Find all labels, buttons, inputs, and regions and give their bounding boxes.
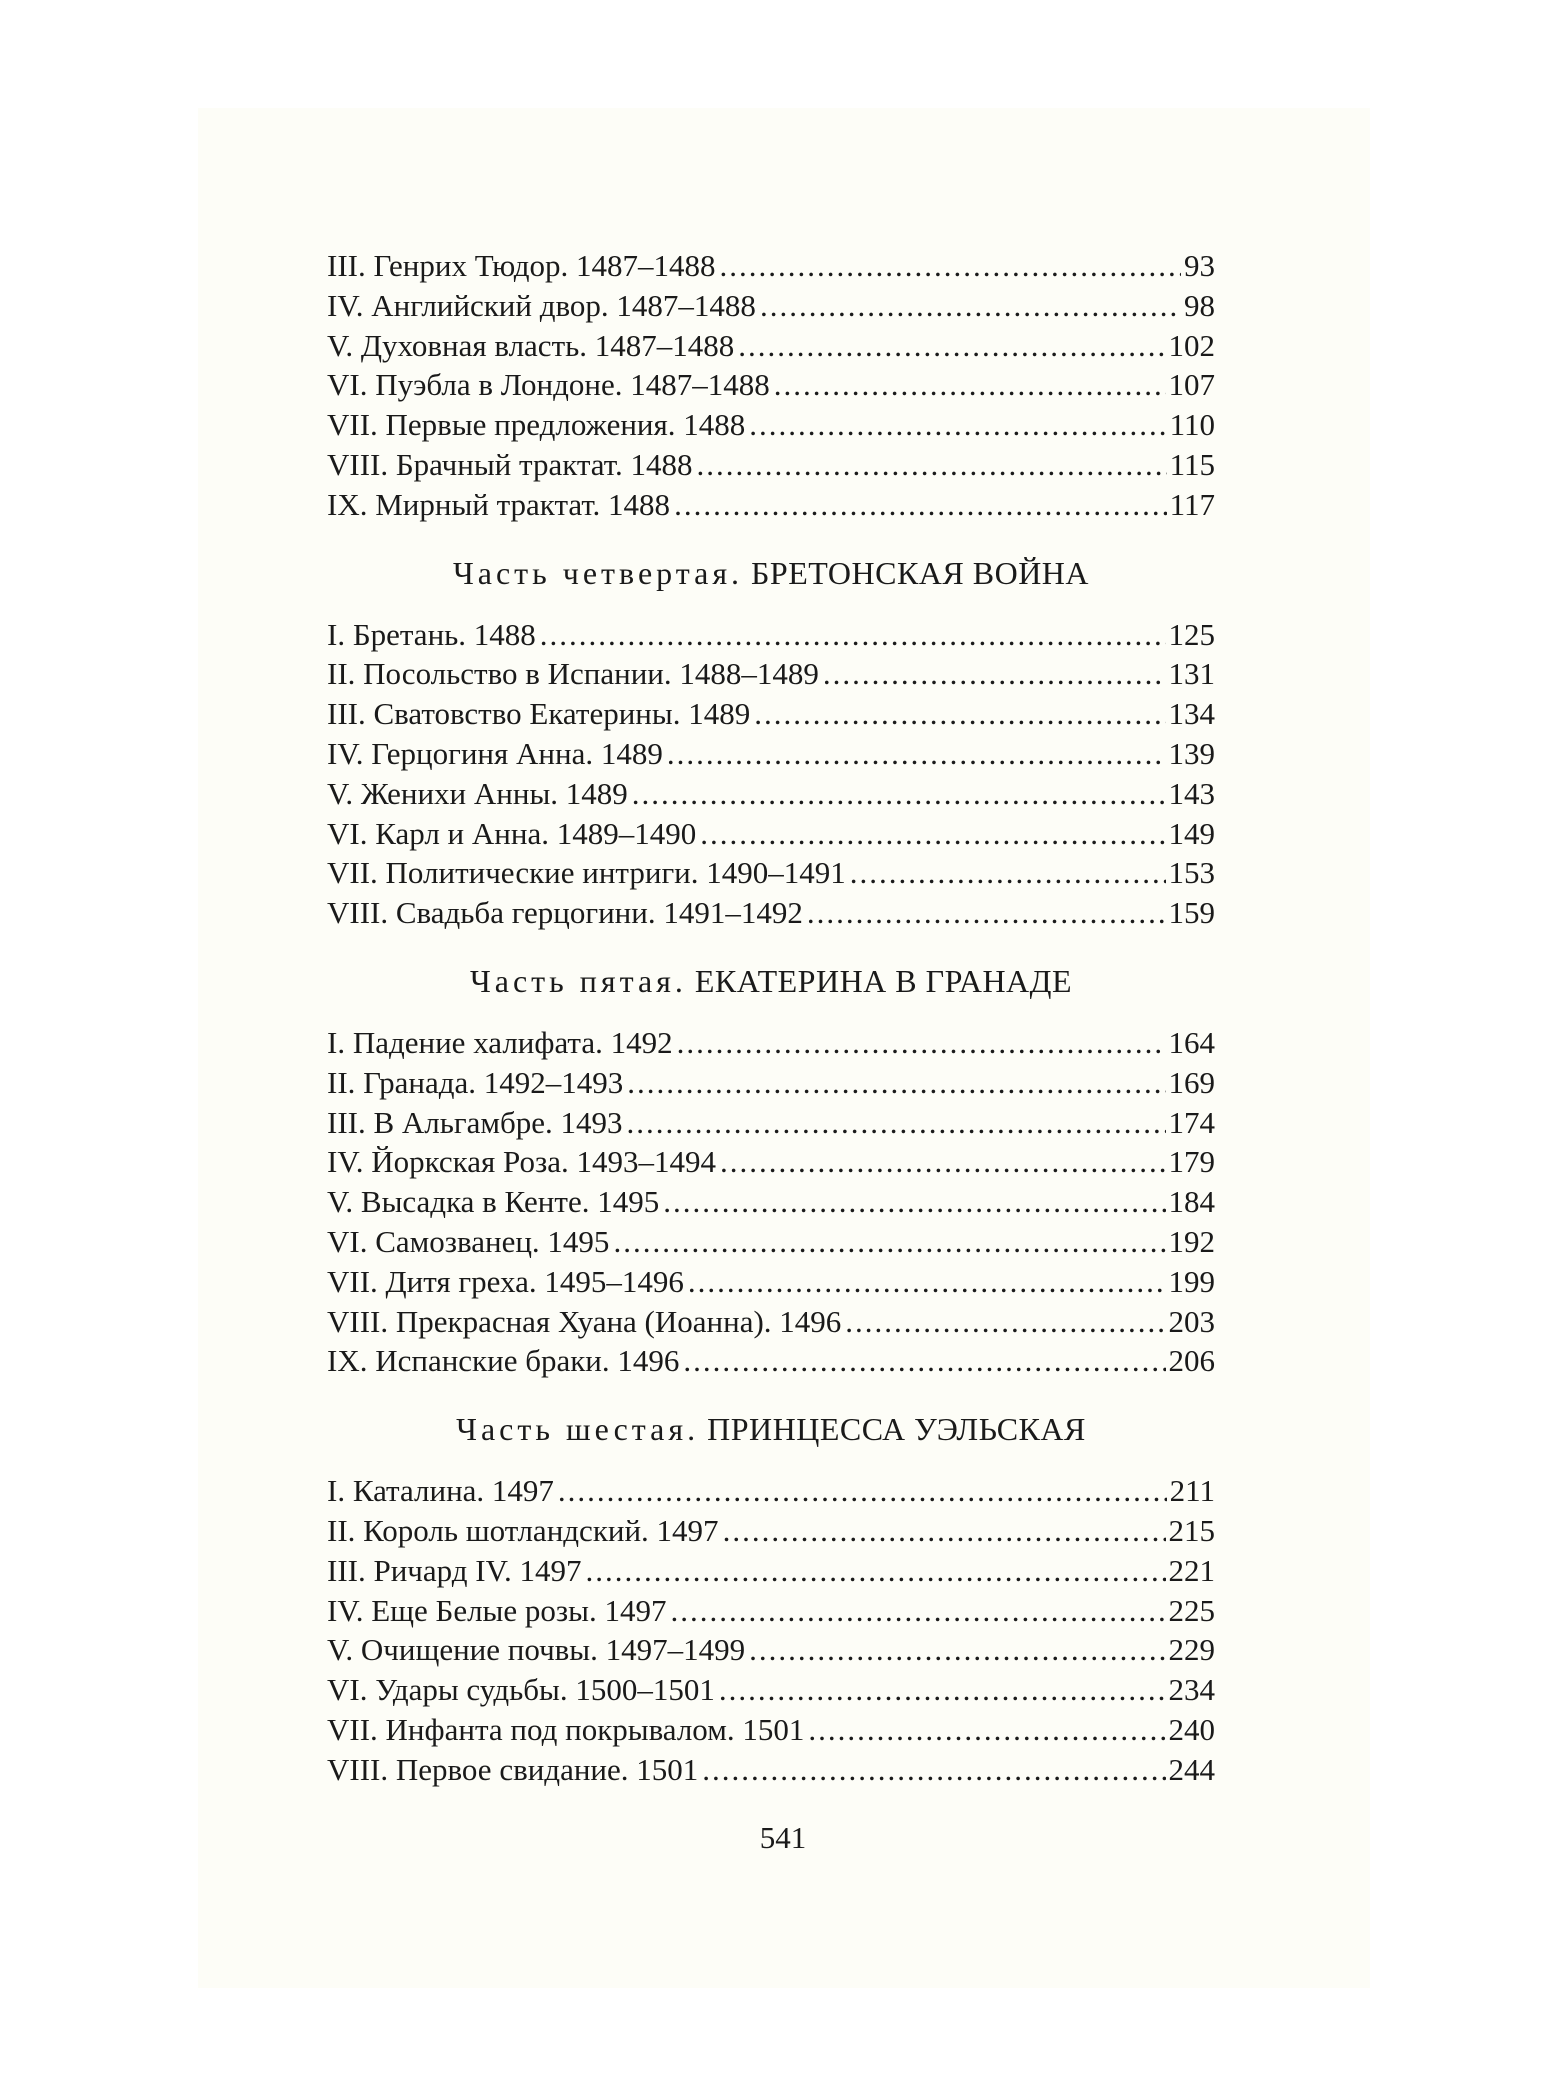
toc-entry (327, 1750, 1215, 1790)
dot-leader (760, 286, 1181, 326)
dot-leader (845, 1302, 1165, 1342)
part-heading-title: БРЕТОНСКАЯ ВОЙНА (751, 554, 1090, 591)
toc-entry-page: 192 (1168, 1223, 1215, 1259)
toc-entry-title: IV. Еще Белые розы. 1497 (327, 1592, 667, 1628)
dot-leader (683, 1341, 1165, 1381)
toc-entry (327, 445, 1215, 485)
dot-leader (754, 694, 1165, 734)
dot-leader (719, 246, 1181, 286)
dot-leader (823, 654, 1166, 694)
toc-entry-title: V. Духовная власть. 1487–1488 (327, 327, 735, 363)
toc-entry (327, 405, 1215, 445)
toc-entry-title: VIII. Брачный трактат. 1488 (327, 446, 693, 482)
toc-entry-page: 98 (1184, 287, 1215, 323)
toc-entry-title: IV. Герцогиня Анна. 1489 (327, 735, 663, 771)
toc-entry-page: 240 (1168, 1711, 1215, 1747)
toc-entry-page: 206 (1168, 1343, 1215, 1379)
toc-entry-title: V. Высадка в Кенте. 1495 (327, 1184, 660, 1220)
toc-entry (327, 365, 1215, 405)
dot-leader (688, 1262, 1166, 1302)
toc-entry-page: 110 (1169, 407, 1215, 443)
toc-entry-page: 221 (1168, 1552, 1215, 1588)
toc-entry-title: VII. Первые предложения. 1488 (327, 407, 746, 443)
toc-entry (327, 1341, 1215, 1381)
toc-entry-title: II. Король шотландский. 1497 (327, 1512, 719, 1548)
part-heading-6 (327, 1407, 1215, 1451)
toc-entry-page: 159 (1168, 895, 1215, 931)
toc-entry-title: III. В Альгамбре. 1493 (327, 1104, 623, 1140)
table-of-contents (327, 246, 1215, 1790)
toc-entry-page: 134 (1168, 696, 1215, 732)
toc-entry-title: VI. Пуэбла в Лондоне. 1487–1488 (327, 367, 770, 403)
toc-entry-page: 184 (1168, 1184, 1215, 1220)
toc-entry-title: II. Посольство в Испании. 1488–1489 (327, 656, 819, 692)
toc-entry-page: 164 (1168, 1024, 1215, 1060)
toc-entry-title: III. Ричард IV. 1497 (327, 1552, 582, 1588)
toc-entry (327, 1302, 1215, 1342)
dot-leader (585, 1551, 1165, 1591)
dot-leader (613, 1222, 1165, 1262)
toc-entry-title: III. Генрих Тюдор. 1487–1488 (327, 248, 716, 283)
toc-entry-title: II. Гранада. 1492–1493 (327, 1064, 624, 1100)
toc-entry-page: 107 (1168, 367, 1215, 403)
toc-entry-page: 149 (1168, 815, 1215, 851)
toc-entry-title: IX. Испанские браки. 1496 (327, 1343, 680, 1379)
page-number: 541 (759, 1820, 807, 1855)
toc-entry-title: VII. Политические интриги. 1490–1491 (327, 855, 846, 891)
toc-entry-page: 215 (1168, 1512, 1215, 1548)
toc-entry-title: VI. Карл и Анна. 1489–1490 (327, 815, 697, 851)
dot-leader (723, 1511, 1166, 1551)
toc-entry (327, 853, 1215, 893)
toc-entry-page: 102 (1168, 327, 1215, 363)
toc-entry-page: 143 (1168, 775, 1215, 811)
toc-entry (327, 814, 1215, 854)
toc-entry-title: VIII. Первое свидание. 1501 (327, 1751, 699, 1787)
toc-entry (327, 1182, 1215, 1222)
toc-entry-title: VI. Самозванец. 1495 (327, 1223, 610, 1259)
dot-leader (540, 615, 1166, 655)
toc-entry (327, 1670, 1215, 1710)
toc-entry-title: VIII. Прекрасная Хуана (Иоанна). 1496 (327, 1303, 842, 1339)
toc-entry-title: IV. Йоркская Роза. 1493–1494 (327, 1144, 716, 1180)
toc-entry-page: 234 (1168, 1672, 1215, 1708)
toc-entry-page: 169 (1168, 1064, 1215, 1100)
dot-leader (700, 814, 1165, 854)
toc-entry (327, 615, 1215, 655)
toc-entry (327, 246, 1215, 286)
toc-entry-page: 115 (1169, 446, 1215, 482)
toc-entry (327, 1222, 1215, 1262)
toc-entry (327, 1023, 1215, 1063)
dot-leader (807, 893, 1166, 933)
toc-entry (327, 1142, 1215, 1182)
toc-entry (327, 694, 1215, 734)
toc-entry (327, 1591, 1215, 1631)
dot-leader (558, 1471, 1167, 1511)
dot-leader (677, 1023, 1166, 1063)
toc-entry-title: I. Бретань. 1488 (327, 616, 536, 652)
toc-entry-title: IX. Мирный трактат. 1488 (327, 486, 671, 522)
dot-leader (808, 1710, 1165, 1750)
toc-entry (327, 1630, 1215, 1670)
part-heading-title: ЕКАТЕРИНА В ГРАНАДЕ (694, 962, 1073, 999)
toc-entry-page: 229 (1168, 1632, 1215, 1668)
toc-entry-title: VI. Удары судьбы. 1500–1501 (327, 1672, 715, 1708)
dot-leader (749, 1630, 1165, 1670)
dot-leader (850, 853, 1166, 893)
toc-group-part3-tail (327, 246, 1215, 525)
toc-entry-page: 211 (1169, 1473, 1215, 1509)
part-heading-5 (327, 959, 1215, 1003)
dot-leader (663, 1182, 1165, 1222)
toc-entry (327, 286, 1215, 326)
toc-group-part5 (327, 1023, 1215, 1381)
part-heading-title: ПРИНЦЕССА УЭЛЬСКАЯ (707, 1411, 1086, 1448)
dot-leader (696, 445, 1166, 485)
dot-leader (632, 774, 1166, 814)
toc-entry (327, 1551, 1215, 1591)
toc-entry-page: 174 (1168, 1104, 1215, 1140)
toc-entry (327, 734, 1215, 774)
toc-entry-title: VII. Инфанта под покрывалом. 1501 (327, 1711, 805, 1747)
toc-entry-page: 93 (1184, 248, 1215, 283)
part-heading-lead: Часть шестая. (456, 1411, 700, 1448)
part-heading-lead: Часть пятая. (469, 962, 687, 999)
toc-entry-page: 117 (1169, 486, 1215, 522)
toc-entry (327, 1710, 1215, 1750)
toc-entry-page: 225 (1168, 1592, 1215, 1628)
toc-entry (327, 1511, 1215, 1551)
toc-entry (327, 1471, 1215, 1511)
toc-entry (327, 326, 1215, 366)
toc-entry (327, 774, 1215, 814)
toc-group-part6 (327, 1471, 1215, 1789)
toc-entry (327, 654, 1215, 694)
dot-leader (670, 1591, 1165, 1631)
toc-entry (327, 485, 1215, 525)
toc-entry-page: 199 (1168, 1263, 1215, 1299)
dot-leader (774, 365, 1166, 405)
toc-entry-page: 244 (1168, 1751, 1215, 1787)
toc-entry (327, 1262, 1215, 1302)
dot-leader (720, 1142, 1166, 1182)
toc-entry-page: 125 (1168, 616, 1215, 652)
toc-entry-title: III. Сватовство Екатерины. 1489 (327, 696, 751, 732)
toc-entry-page: 139 (1168, 735, 1215, 771)
toc-entry-title: VIII. Свадьба герцогини. 1491–1492 (327, 895, 803, 931)
toc-entry-page: 179 (1168, 1144, 1215, 1180)
toc-entry-title: I. Каталина. 1497 (327, 1473, 554, 1509)
toc-entry (327, 1063, 1215, 1103)
toc-entry-title: V. Женихи Анны. 1489 (327, 775, 628, 811)
toc-entry-title: VII. Дитя греха. 1495–1496 (327, 1263, 684, 1299)
toc-entry-title: I. Падение халифата. 1492 (327, 1024, 673, 1060)
part-heading-lead: Часть четвертая. (452, 554, 744, 591)
dot-leader (627, 1063, 1165, 1103)
toc-entry-page: 203 (1168, 1303, 1215, 1339)
toc-entry-page: 153 (1168, 855, 1215, 891)
toc-entry-title: V. Очищение почвы. 1497–1499 (327, 1632, 746, 1668)
toc-group-part4 (327, 615, 1215, 933)
toc-entry (327, 893, 1215, 933)
dot-leader (667, 734, 1166, 774)
dot-leader (702, 1750, 1165, 1790)
dot-leader (738, 326, 1165, 366)
toc-entry (327, 1103, 1215, 1143)
part-heading-4 (327, 551, 1215, 595)
dot-leader (674, 485, 1167, 525)
dot-leader (749, 405, 1166, 445)
dot-leader (627, 1103, 1166, 1143)
dot-leader (719, 1670, 1166, 1710)
toc-entry-page: 131 (1168, 656, 1215, 692)
toc-entry-title: IV. Английский двор. 1487–1488 (327, 287, 756, 323)
